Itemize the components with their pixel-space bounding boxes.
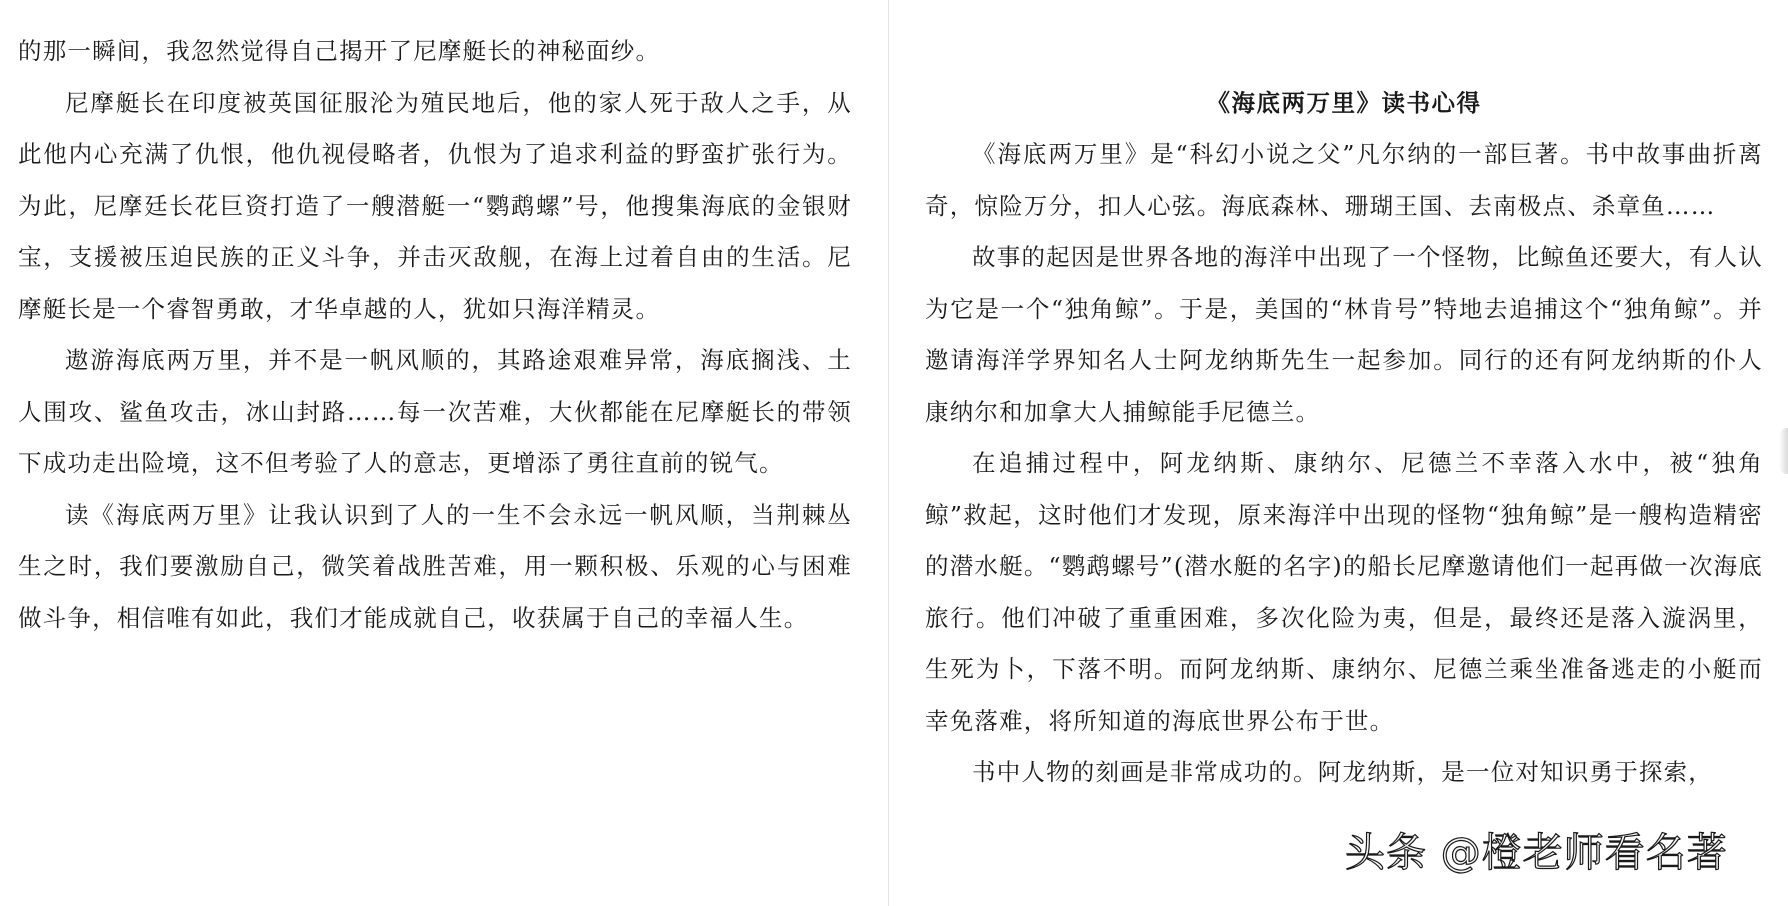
right-paragraph-1: 《海底两万里》是“科幻小说之父”凡尔纳的一部巨著。书中故事曲折离奇，惊险万分，扣人心弦。海底森林、珊瑚王国、去南极点、杀章鱼…… [925, 140, 1763, 220]
right-paragraph-2: 故事的起因是世界各地的海洋中出现了一个怪物，比鲸鱼还要大，有人认为它是一个“独角鲸”。于是，美国的“林肯号”特地去追捕这个“独角鲸”。并邀请海洋学界知名人士阿龙纳斯先生一起参加。同行的还有阿龙纳斯的仆人康纳尔和加拿大人捕鲸能手尼德兰。 [925, 243, 1763, 426]
essay-title: 《海底两万里》读书心得 [1206, 88, 1482, 117]
left-paragraph-1: 的那一瞬间，我忽然觉得自己揭开了尼摩艇长的神秘面纱。 [18, 37, 661, 65]
page-curl-handle[interactable] [1779, 428, 1788, 474]
left-paragraph-3: 遨游海底两万里，并不是一帆风顺的，其路途艰难异常，海底搁浅、土人围攻、鲨鱼攻击，冰山封路……每一次苦难，大伙都能在尼摩艇长的带领下成功走出险境，这不但考验了人的意志，更增添了勇往直前的锐气。 [18, 346, 852, 477]
right-paragraph-3: 在追捕过程中，阿龙纳斯、康纳尔、尼德兰不幸落入水中，被“独角鲸”救起，这时他们才发现，原来海洋中出现的怪物“独角鲸”是一艘构造精密的潜水艇。“鹦鹉螺号”(潜水艇的名字)的船长尼摩邀请他们一起再做一次海底旅行。他们冲破了重重困难，多次化险为夷，但是，最终还是落入漩涡里，生死为卜，下落不明。而阿龙纳斯、康纳尔、尼德兰乘坐准备逃走的小艇而幸免落难，将所知道的海底世界公布于世。 [925, 449, 1763, 735]
right-paragraph-4: 书中人物的刻画是非常成功的。阿龙纳斯，是一位对知识勇于探索， [972, 758, 1713, 786]
watermark: 头条 @橙老师看名著 [1345, 830, 1728, 876]
left-page [0, 0, 888, 906]
left-paragraph-2: 尼摩艇长在印度被英国征服沦为殖民地后，他的家人死于敌人之手，从此他内心充满了仇恨，他仇视侵略者，仇恨为了追求利益的野蛮扩张行为。为此，尼摩廷长花巨资打造了一艘潜艇一“鹦鹉螺”号，他搜集海底的金银财宝，支援被压迫民族的正义斗争，并击灭敌舰，在海上过着自由的生活。尼摩艇长是一个睿智勇敢，才华卓越的人，犹如只海洋精灵。 [18, 88, 852, 323]
right-page [889, 0, 1788, 906]
left-paragraph-4: 读《海底两万里》让我认识到了人的一生不会永远一帆风顺，当荆棘丛生之时，我们要激励自己，微笑着战胜苦难，用一颗积极、乐观的心与困难做斗争，相信唯有如此，我们才能成就自己，收获属于自己的幸福人生。 [18, 500, 852, 632]
